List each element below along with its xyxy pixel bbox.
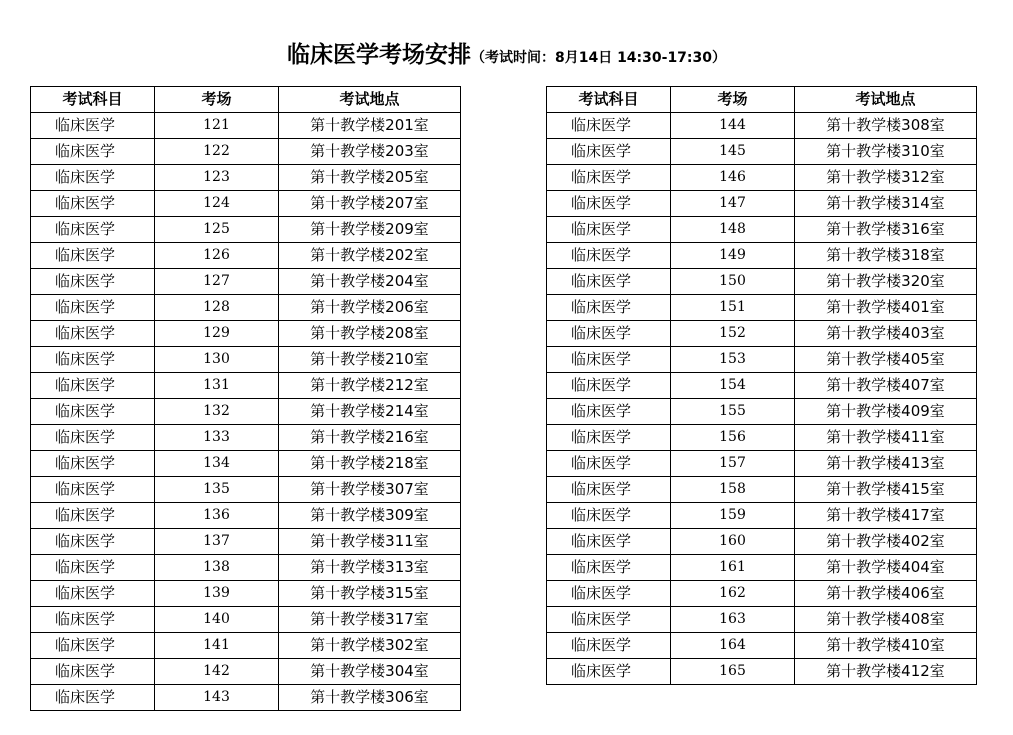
table-row: [547, 399, 977, 425]
cell-subject: 临床医学: [31, 165, 155, 191]
table-row: [31, 373, 461, 399]
cell-location: 第十教学楼218室: [279, 451, 461, 477]
table-row: [31, 503, 461, 529]
cell-subject: 临床医学: [547, 425, 671, 451]
cell-room: 146: [671, 165, 795, 191]
cell-subject: 临床医学: [547, 295, 671, 321]
table-row: [31, 113, 461, 139]
cell-room: 131: [155, 373, 279, 399]
cell-subject: 临床医学: [31, 581, 155, 607]
cell-room: 164: [671, 633, 795, 659]
cell-subject: 临床医学: [31, 529, 155, 555]
cell-subject: 临床医学: [547, 165, 671, 191]
cell-subject: 临床医学: [31, 347, 155, 373]
cell-room: 130: [155, 347, 279, 373]
cell-location: 第十教学楼201室: [279, 113, 461, 139]
cell-subject: 临床医学: [547, 269, 671, 295]
cell-location: 第十教学楼206室: [279, 295, 461, 321]
cell-room: 151: [671, 295, 795, 321]
cell-location: 第十教学楼415室: [795, 477, 977, 503]
table-row: [547, 425, 977, 451]
cell-room: 141: [155, 633, 279, 659]
table-row: [547, 373, 977, 399]
table-row: [547, 477, 977, 503]
table-row: [547, 295, 977, 321]
cell-subject: 临床医学: [547, 347, 671, 373]
cell-subject: 临床医学: [547, 243, 671, 269]
cell-subject: 临床医学: [31, 191, 155, 217]
cell-location: 第十教学楼405室: [795, 347, 977, 373]
table-row: [547, 503, 977, 529]
cell-location: 第十教学楼320室: [795, 269, 977, 295]
table-row: [31, 217, 461, 243]
exam-table-left: [30, 86, 461, 711]
cell-location: 第十教学楼210室: [279, 347, 461, 373]
table-row: [547, 243, 977, 269]
cell-location: 第十教学楼302室: [279, 633, 461, 659]
table-row: [31, 139, 461, 165]
cell-room: 148: [671, 217, 795, 243]
cell-location: 第十教学楼411室: [795, 425, 977, 451]
cell-room: 132: [155, 399, 279, 425]
table-row: [31, 295, 461, 321]
cell-subject: 临床医学: [31, 633, 155, 659]
cell-location: 第十教学楼204室: [279, 269, 461, 295]
table-row: [31, 165, 461, 191]
cell-room: 142: [155, 659, 279, 685]
table-row: [547, 191, 977, 217]
cell-room: 147: [671, 191, 795, 217]
cell-room: 150: [671, 269, 795, 295]
cell-room: 138: [155, 555, 279, 581]
cell-subject: 临床医学: [547, 191, 671, 217]
cell-room: 127: [155, 269, 279, 295]
cell-room: 123: [155, 165, 279, 191]
table-row: [547, 607, 977, 633]
cell-room: 122: [155, 139, 279, 165]
cell-room: 160: [671, 529, 795, 555]
table-row: [547, 633, 977, 659]
cell-location: 第十教学楼311室: [279, 529, 461, 555]
cell-location: 第十教学楼318室: [795, 243, 977, 269]
cell-subject: 临床医学: [547, 659, 671, 685]
cell-location: 第十教学楼315室: [279, 581, 461, 607]
page-title: [0, 36, 1013, 69]
header-subject: 考试科目: [547, 87, 671, 113]
table-row: [547, 581, 977, 607]
table-row: [31, 269, 461, 295]
cell-subject: 临床医学: [31, 217, 155, 243]
table-row: [547, 165, 977, 191]
cell-location: 第十教学楼306室: [279, 685, 461, 711]
cell-subject: 临床医学: [31, 373, 155, 399]
cell-room: 129: [155, 321, 279, 347]
cell-room: 136: [155, 503, 279, 529]
cell-subject: 临床医学: [547, 633, 671, 659]
table-row: [547, 659, 977, 685]
cell-subject: 临床医学: [31, 451, 155, 477]
cell-subject: 临床医学: [31, 113, 155, 139]
table-row: [31, 685, 461, 711]
cell-room: 133: [155, 425, 279, 451]
cell-room: 149: [671, 243, 795, 269]
table-row: [31, 321, 461, 347]
table-row: [547, 347, 977, 373]
table-row: [547, 217, 977, 243]
cell-subject: 临床医学: [31, 555, 155, 581]
cell-subject: 临床医学: [547, 321, 671, 347]
table-row: [31, 451, 461, 477]
table-header-row: [547, 87, 977, 113]
cell-room: 145: [671, 139, 795, 165]
cell-subject: 临床医学: [547, 113, 671, 139]
cell-subject: 临床医学: [547, 503, 671, 529]
table-row: [31, 581, 461, 607]
cell-room: 139: [155, 581, 279, 607]
table-row: [547, 529, 977, 555]
cell-room: 143: [155, 685, 279, 711]
cell-location: 第十教学楼308室: [795, 113, 977, 139]
cell-room: 153: [671, 347, 795, 373]
header-subject: 考试科目: [31, 87, 155, 113]
title-exam-time: （考试时间：8月14日 14:30-17:30）: [470, 50, 727, 66]
cell-room: 125: [155, 217, 279, 243]
cell-subject: 临床医学: [547, 399, 671, 425]
cell-subject: 临床医学: [547, 555, 671, 581]
cell-room: 159: [671, 503, 795, 529]
cell-location: 第十教学楼208室: [279, 321, 461, 347]
cell-location: 第十教学楼313室: [279, 555, 461, 581]
table-row: [31, 347, 461, 373]
cell-room: 163: [671, 607, 795, 633]
cell-subject: 临床医学: [31, 607, 155, 633]
header-location: 考试地点: [279, 87, 461, 113]
cell-room: 161: [671, 555, 795, 581]
cell-subject: 临床医学: [31, 425, 155, 451]
cell-location: 第十教学楼406室: [795, 581, 977, 607]
cell-room: 155: [671, 399, 795, 425]
cell-location: 第十教学楼205室: [279, 165, 461, 191]
table-row: [31, 191, 461, 217]
cell-room: 152: [671, 321, 795, 347]
cell-room: 124: [155, 191, 279, 217]
cell-subject: 临床医学: [31, 295, 155, 321]
cell-location: 第十教学楼309室: [279, 503, 461, 529]
cell-subject: 临床医学: [31, 399, 155, 425]
cell-subject: 临床医学: [31, 269, 155, 295]
cell-location: 第十教学楼202室: [279, 243, 461, 269]
cell-location: 第十教学楼404室: [795, 555, 977, 581]
table-row: [547, 321, 977, 347]
cell-room: 156: [671, 425, 795, 451]
cell-location: 第十教学楼212室: [279, 373, 461, 399]
cell-location: 第十教学楼408室: [795, 607, 977, 633]
cell-room: 126: [155, 243, 279, 269]
cell-location: 第十教学楼412室: [795, 659, 977, 685]
cell-room: 144: [671, 113, 795, 139]
cell-location: 第十教学楼216室: [279, 425, 461, 451]
cell-room: 140: [155, 607, 279, 633]
header-room: 考场: [671, 87, 795, 113]
cell-subject: 临床医学: [547, 529, 671, 555]
cell-location: 第十教学楼317室: [279, 607, 461, 633]
cell-subject: 临床医学: [31, 659, 155, 685]
cell-room: 158: [671, 477, 795, 503]
table-header-row: [31, 87, 461, 113]
cell-room: 165: [671, 659, 795, 685]
cell-subject: 临床医学: [547, 581, 671, 607]
table-row: [547, 555, 977, 581]
cell-location: 第十教学楼409室: [795, 399, 977, 425]
cell-subject: 临床医学: [31, 685, 155, 711]
table-row: [31, 243, 461, 269]
table-row: [31, 555, 461, 581]
cell-location: 第十教学楼307室: [279, 477, 461, 503]
cell-subject: 临床医学: [31, 503, 155, 529]
table-row: [547, 113, 977, 139]
cell-subject: 临床医学: [547, 477, 671, 503]
cell-location: 第十教学楼314室: [795, 191, 977, 217]
cell-location: 第十教学楼401室: [795, 295, 977, 321]
table-row: [31, 425, 461, 451]
table-row: [31, 529, 461, 555]
header-location: 考试地点: [795, 87, 977, 113]
cell-location: 第十教学楼316室: [795, 217, 977, 243]
cell-room: 121: [155, 113, 279, 139]
cell-location: 第十教学楼403室: [795, 321, 977, 347]
cell-room: 134: [155, 451, 279, 477]
cell-location: 第十教学楼207室: [279, 191, 461, 217]
cell-location: 第十教学楼310室: [795, 139, 977, 165]
exam-table-right: [546, 86, 977, 685]
table-row: [31, 477, 461, 503]
table-row: [31, 607, 461, 633]
cell-room: 154: [671, 373, 795, 399]
cell-room: 135: [155, 477, 279, 503]
cell-subject: 临床医学: [31, 139, 155, 165]
table-row: [547, 139, 977, 165]
cell-room: 162: [671, 581, 795, 607]
cell-subject: 临床医学: [547, 451, 671, 477]
cell-location: 第十教学楼312室: [795, 165, 977, 191]
table-row: [31, 399, 461, 425]
cell-subject: 临床医学: [31, 321, 155, 347]
cell-location: 第十教学楼214室: [279, 399, 461, 425]
cell-room: 157: [671, 451, 795, 477]
table-row: [547, 451, 977, 477]
cell-subject: 临床医学: [547, 607, 671, 633]
cell-location: 第十教学楼417室: [795, 503, 977, 529]
cell-location: 第十教学楼209室: [279, 217, 461, 243]
cell-subject: 临床医学: [547, 217, 671, 243]
cell-room: 137: [155, 529, 279, 555]
cell-location: 第十教学楼413室: [795, 451, 977, 477]
cell-location: 第十教学楼402室: [795, 529, 977, 555]
table-row: [547, 269, 977, 295]
cell-subject: 临床医学: [31, 477, 155, 503]
cell-location: 第十教学楼203室: [279, 139, 461, 165]
table-row: [31, 659, 461, 685]
cell-location: 第十教学楼410室: [795, 633, 977, 659]
table-row: [31, 633, 461, 659]
header-room: 考场: [155, 87, 279, 113]
cell-room: 128: [155, 295, 279, 321]
title-main: 临床医学考场安排: [286, 42, 471, 68]
cell-location: 第十教学楼304室: [279, 659, 461, 685]
cell-subject: 临床医学: [547, 139, 671, 165]
cell-subject: 临床医学: [547, 373, 671, 399]
cell-location: 第十教学楼407室: [795, 373, 977, 399]
cell-subject: 临床医学: [31, 243, 155, 269]
